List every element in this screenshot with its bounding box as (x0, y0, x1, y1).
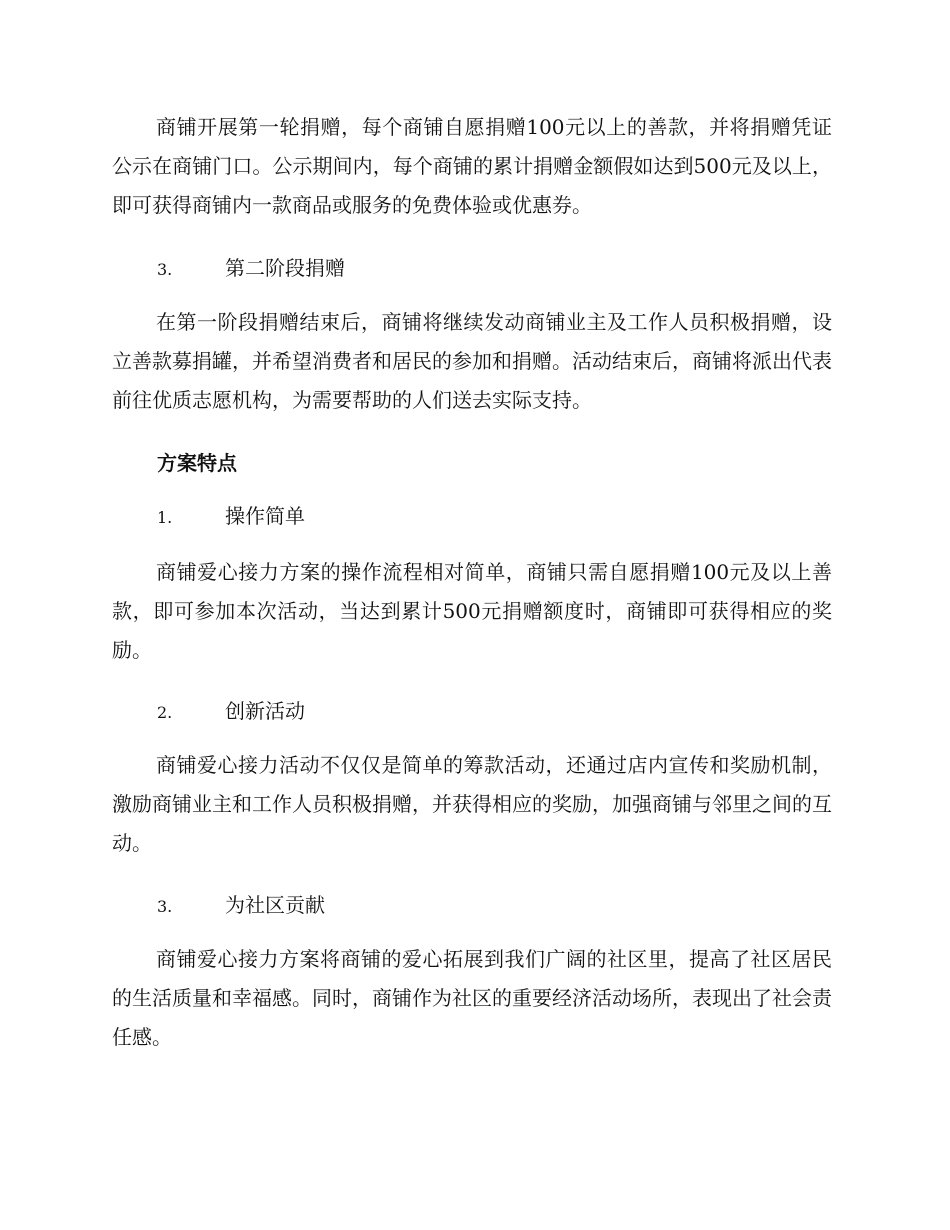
paragraph-stage-two-donation: 在第一阶段捐赠结束后，商铺将继续发动商铺业主及工作人员积极捐赠，设立善款募捐罐，并希望消费者和居民的参加和捐赠。活动结束后，商铺将派出代表前往优质志愿机构，为需要帮助的人们送去实际支持。 (112, 310, 832, 412)
list-item-label: 操作简单 (225, 504, 305, 528)
list-number: 3. (157, 897, 173, 916)
section-heading-features: 方案特点 (157, 451, 237, 475)
list-number: 2. (157, 703, 173, 722)
list-item-simple-operation (157, 502, 305, 532)
paragraph-innovative-activity: 商铺爱心接力活动不仅仅是简单的筹款活动，还通过店内宣传和奖励机制，激励商铺业主和工作人员积极捐赠，并获得相应的奖励，加强商铺与邻里之间的互动。 (112, 753, 832, 855)
list-item-label: 创新活动 (225, 699, 305, 723)
paragraph-first-round-donation: 商铺开展第一轮捐赠，每个商铺自愿捐赠100元以上的善款，并将捐赠凭证公示在商铺门口。公示期间内，每个商铺的累计捐赠金额假如达到500元及以上，即可获得商铺内一款商品或服务的免费体验或优惠券。 (112, 115, 832, 217)
list-item-community-contribution (157, 891, 325, 921)
paragraph-community-contribution: 商铺爱心接力方案将商铺的爱心拓展到我们广阔的社区里，提高了社区居民的生活质量和幸福感。同时，商铺作为社区的重要经济活动场所，表现出了社会责任感。 (112, 947, 832, 1049)
list-item-stage-two (157, 254, 345, 284)
paragraph-simple-operation: 商铺爱心接力方案的操作流程相对简单，商铺只需自愿捐赠100元及以上善款，即可参加本次活动，当达到累计500元捐赠额度时，商铺即可获得相应的奖励。 (112, 560, 832, 662)
list-number: 1. (157, 508, 173, 527)
list-item-label: 为社区贡献 (225, 893, 325, 917)
list-number: 3. (157, 260, 173, 279)
list-item-innovative-activity (157, 697, 305, 727)
list-item-label: 第二阶段捐赠 (225, 256, 345, 280)
